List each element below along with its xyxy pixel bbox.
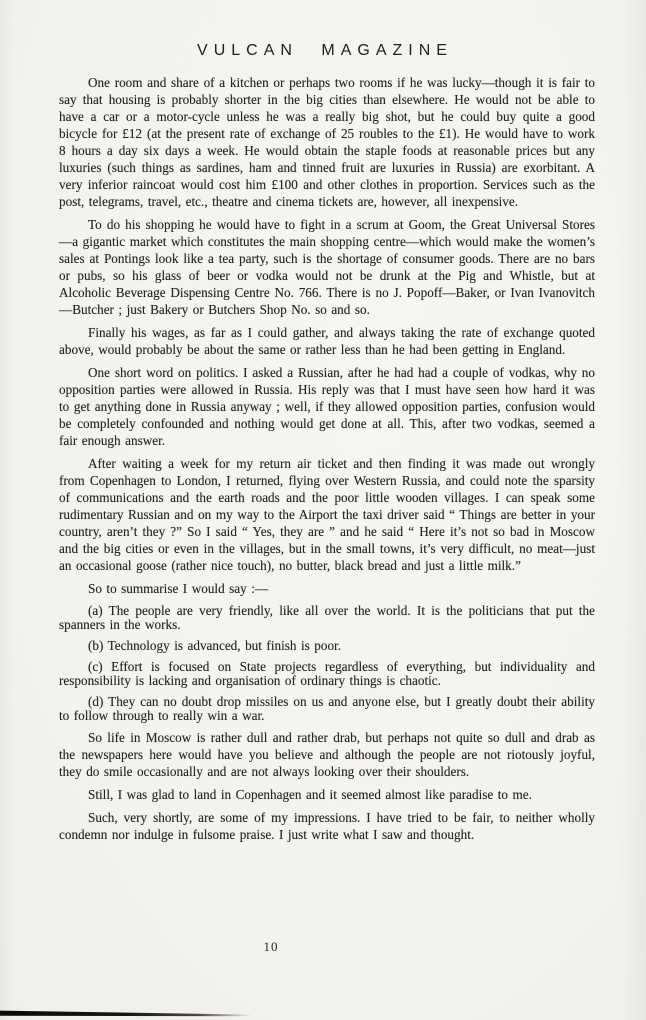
paragraph-housing: One room and share of a kitchen or perhaps two rooms if he was lucky—though it is fair to say that housing is probably shorter in the big cities than elsewhere. He would not be able to have a car or a motor-cycle unless he was a really big shot, but he could buy quite a good bicycle for £12 (at the present rate of exchange of 25 roubles to the £1). He would have to work 8 hours a day six days a week. He would obtain the staple foods at reasonable prices but any luxuries (such things as sardines, ham and tinned fruit are luxuries in Russia) are exorbitant. A very inferior raincoat would cost him £100 and other clothes in proportion. Services such as the post, telegrams, travel, etc., theatre and cinema tickets are, however, all inexpensive. bbox=[59, 75, 595, 209]
paragraph-shopping: To do his shopping he would have to fight in a scrum at Goom, the Great Universal Stores—a gigantic market which constitutes the main shopping centre—which would make the women’s sales at Pontings look like a tea party, such is the shortage of consumer goods. There are no bars or pubs, so his glass of beer or vodka would not be drunk at the Pig and Whistle, but at Alcoholic Beverage Dispensing Centre No. 766. There is no J. Popoff—Baker, or Ivan Ivanovitch—Butcher ; just Bakery or Butchers Shop No. so and so. bbox=[59, 217, 595, 317]
paragraph-closing: Such, very shortly, are some of my impressions. I have tried to be fair, to neither wholly condemn nor indulge in fulsome praise. I just write what I saw and thought. bbox=[59, 810, 595, 842]
summary-item-c: (c) Effort is focused on State projects regardless of everything, but individuality and responsibility is lacking and organisation of ordinary things is chaotic. bbox=[59, 659, 595, 688]
paragraph-politics: One short word on politics. I asked a Russian, after he had had a couple of vodkas, why no opposition parties were allowed in Russia. His reply was that I must have seen how hard it was to get anything done in Russia anyway ; well, if they allowed opposition parties, confusion would be completely confounded and nothing would get done at all. This, after two vodkas, seemed a fair enough answer. bbox=[59, 365, 595, 448]
scan-edge-artifact bbox=[0, 1009, 252, 1017]
magazine-title: VULCAN MAGAZINE bbox=[197, 42, 453, 59]
summary-item-b: (b) Technology is advanced, but finish is poor. bbox=[88, 638, 341, 653]
paragraph-moscow-life: So life in Moscow is rather dull and rather drab, but perhaps not quite so dull and drab as the newspapers here would have you believe and although the people are not riotously joyful, they do smile occasionally and are not always looking over their shoulders. bbox=[59, 730, 595, 779]
article-body bbox=[59, 74, 595, 843]
paragraph-wages: Finally his wages, as far as I could gather, and always taking the rate of exchange quoted above, would probably be about the same or rather less than he had been getting in England. bbox=[59, 325, 595, 357]
paragraph-copenhagen: Still, I was glad to land in Copenhagen and it seemed almost like paradise to me. bbox=[88, 787, 532, 802]
page-edge-shadow-right bbox=[620, 0, 646, 1020]
summary-item-d: (d) They can no doubt drop missiles on us and anyone else, but I greatly doubt their ability to follow through to really win a war. bbox=[59, 694, 595, 723]
summary-item-a: (a) The people are very friendly, like all over the world. It is the politicians that put the spanners in the works. bbox=[59, 603, 595, 632]
paragraph-return-trip: After waiting a week for my return air ticket and then finding it was made out wrongly from Copenhagen to London, I returned, flying over Western Russia, and could note the sparsity of communications and the earth roads and the poor little wooden villages. I can speak some rudimentary Russian and on my way to the Airport the taxi driver said “ Things are better in your country, aren’t they ?” So I said “ Yes, they are ” and he said “ Here it’s not so bad in Moscow and the big cities or even in the villages, but in the small towns, it’s very difficult, no meat—just an occasional goose (rather nice touch), no butter, black bread and just a little milk.” bbox=[59, 456, 595, 573]
paragraph-summarise: So to summarise I would say :— bbox=[88, 581, 269, 596]
page-number: 10 bbox=[263, 939, 279, 954]
page-edge-shadow-left bbox=[0, 0, 14, 1020]
